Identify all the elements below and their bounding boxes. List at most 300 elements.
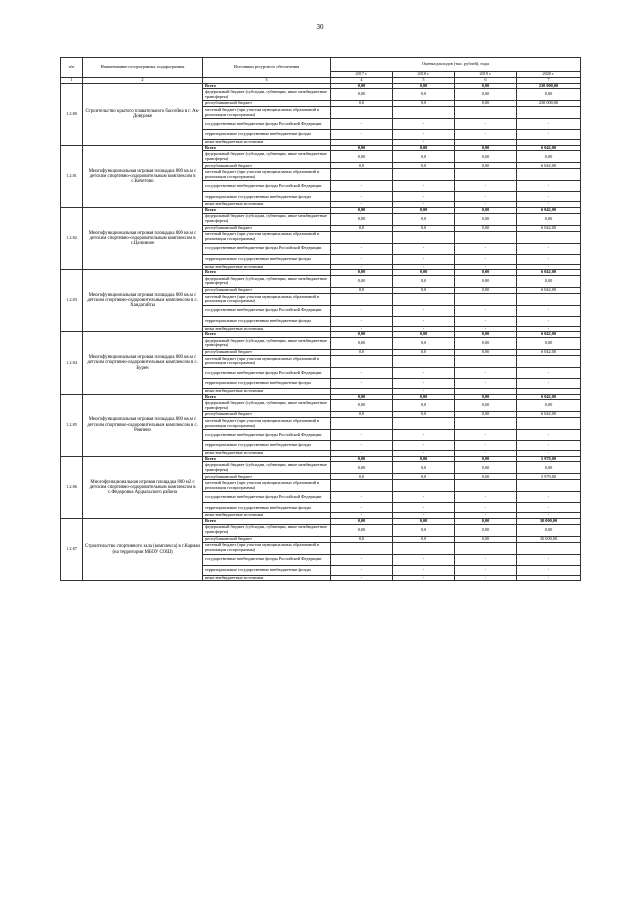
value-cell: - xyxy=(517,130,581,140)
value-cell: - xyxy=(455,565,517,575)
source-label: территориальные государственные внебюджетные фонды xyxy=(203,503,331,513)
source-label: республиканский бюджет xyxy=(203,163,331,169)
value-cell: - xyxy=(393,492,455,503)
source-label: республиканский бюджет xyxy=(203,225,331,231)
value-cell: - xyxy=(331,430,393,441)
source-label: территориальные государственные внебюджетные фонды xyxy=(203,378,331,388)
table-body xyxy=(61,83,581,581)
value-cell: 0,0 xyxy=(393,163,455,169)
value-cell: 0,0 xyxy=(393,287,455,293)
value-cell: 0,00 xyxy=(393,83,455,89)
value-cell: - xyxy=(393,181,455,192)
value-cell: 0,0 xyxy=(331,163,393,169)
value-cell: 0,00 xyxy=(331,400,393,412)
value-cell: - xyxy=(517,119,581,130)
source-label: территориальные государственные внебюджетные фонды xyxy=(203,316,331,326)
value-cell xyxy=(331,293,393,305)
value-cell: 6 042,00 xyxy=(517,207,581,213)
value-cell: 0,0 xyxy=(393,275,455,287)
value-cell: 5 979,00 xyxy=(517,456,581,462)
value-cell: - xyxy=(393,388,455,394)
source-label: местный бюджет (при участии муниципальных образований в реализации госпрограммы) xyxy=(203,355,331,367)
item-name: Многофункциональная игровая площадка 800 кв.м с детским спортивно-оздоровительным комплексом в с. Бурен xyxy=(83,332,203,394)
value-cell: 0,00 xyxy=(331,524,393,536)
value-cell: 0,0 xyxy=(331,225,393,231)
value-cell: 0,0 xyxy=(393,400,455,412)
value-cell: - xyxy=(331,264,393,270)
value-cell: - xyxy=(331,254,393,264)
value-cell: - xyxy=(331,492,393,503)
source-label: федеральный бюджет (субсидии, субвенции, иные межбюджетные трансферты) xyxy=(203,524,331,536)
item-name: Многофункциональная игровая площадка 800 кв.м с детским спортивно-оздоровительным комплексом в с. Ровнено xyxy=(83,394,203,456)
value-cell: 0,00 xyxy=(517,400,581,412)
value-cell xyxy=(393,169,455,181)
value-cell: 0,00 xyxy=(517,213,581,225)
value-cell: 0,00 xyxy=(455,225,517,231)
value-cell: 0,0 xyxy=(393,101,455,107)
value-cell: 0,00 xyxy=(455,536,517,542)
value-cell: - xyxy=(393,513,455,519)
value-cell: - xyxy=(393,378,455,388)
value-cell: 0,00 xyxy=(455,83,517,89)
item-name: Многофункциональная игровая площадка 800 кв.м с детским спортивно-оздоровительным комплексом в с. Хандагайты xyxy=(83,270,203,332)
value-cell xyxy=(331,169,393,181)
value-cell: - xyxy=(331,119,393,130)
value-cell: 0,0 xyxy=(331,349,393,355)
index-cell: 3 xyxy=(203,78,331,84)
value-cell: - xyxy=(455,305,517,316)
value-cell: 0,00 xyxy=(455,474,517,480)
value-cell: - xyxy=(517,367,581,378)
value-cell: - xyxy=(393,192,455,202)
value-cell: 0,0 xyxy=(393,536,455,542)
header-year: 2019 г. xyxy=(455,72,517,78)
value-cell: 0,0 xyxy=(393,524,455,536)
source-label: иные внебюджетные источники xyxy=(203,451,331,457)
index-cell: 6 xyxy=(455,78,517,84)
value-cell: 230 000,00 xyxy=(517,83,581,89)
value-cell: - xyxy=(517,326,581,332)
value-cell: - xyxy=(331,441,393,451)
value-cell: - xyxy=(455,430,517,441)
value-cell: - xyxy=(393,305,455,316)
value-cell: 0,00 xyxy=(393,394,455,400)
source-label: местный бюджет (при участии муниципальных образований в реализации госпрограммы) xyxy=(203,293,331,305)
value-cell xyxy=(331,355,393,367)
value-cell: 0,00 xyxy=(517,275,581,287)
value-cell xyxy=(331,542,393,554)
value-cell: 0,00 xyxy=(455,462,517,474)
value-cell: - xyxy=(331,378,393,388)
value-cell: - xyxy=(455,264,517,270)
index-cell: 7 xyxy=(517,78,581,84)
value-cell: - xyxy=(393,367,455,378)
source-label: федеральный бюджет (субсидии, субвенции, иные межбюджетные трансферты) xyxy=(203,275,331,287)
value-cell: 5 979,00 xyxy=(517,474,581,480)
value-cell: 0,0 xyxy=(393,151,455,163)
value-cell xyxy=(517,480,581,492)
source-label: федеральный бюджет (субсидии, субвенции, иные межбюджетные трансферты) xyxy=(203,89,331,101)
source-label: государственные внебюджетные фонды Российской Федерации xyxy=(203,554,331,565)
value-cell: 0,00 xyxy=(331,332,393,338)
source-label: республиканский бюджет xyxy=(203,287,331,293)
value-cell: - xyxy=(331,367,393,378)
value-cell: 0,00 xyxy=(393,332,455,338)
value-cell: - xyxy=(517,492,581,503)
source-label: федеральный бюджет (субсидии, субвенции, иные межбюджетные трансферты) xyxy=(203,337,331,349)
value-cell: - xyxy=(393,316,455,326)
value-cell: - xyxy=(331,316,393,326)
source-label: местный бюджет (при участии муниципальных образований в реализации госпрограммы) xyxy=(203,231,331,243)
value-cell: - xyxy=(393,575,455,581)
value-cell: - xyxy=(455,367,517,378)
item-name: Строительство спортивного зала (комплекса) в г.Карман (на территории МБОУ СОШ) xyxy=(83,518,203,580)
value-cell: - xyxy=(331,513,393,519)
value-cell: - xyxy=(393,554,455,565)
value-cell: 0,00 xyxy=(517,89,581,101)
value-cell: 0,00 xyxy=(517,524,581,536)
value-cell: 0,0 xyxy=(393,474,455,480)
source-label: федеральный бюджет (субсидии, субвенции, иные межбюджетные трансферты) xyxy=(203,151,331,163)
source-label: государственные внебюджетные фонды Российской Федерации xyxy=(203,119,331,130)
value-cell xyxy=(517,107,581,119)
source-label: иные внебюджетные источники xyxy=(203,264,331,270)
source-label: Всего xyxy=(203,394,331,400)
value-cell: - xyxy=(455,503,517,513)
value-cell: 6 042,00 xyxy=(517,225,581,231)
source-label: местный бюджет (при участии муниципальных образований в реализации госпрограммы) xyxy=(203,418,331,430)
value-cell xyxy=(393,542,455,554)
value-cell: - xyxy=(455,441,517,451)
value-cell xyxy=(393,480,455,492)
value-cell: - xyxy=(455,130,517,140)
source-label: республиканский бюджет xyxy=(203,474,331,480)
value-cell: 6 042,00 xyxy=(517,332,581,338)
budget-table xyxy=(60,57,581,581)
value-cell xyxy=(455,169,517,181)
source-label: местный бюджет (при участии муниципальных образований в реализации госпрограммы) xyxy=(203,169,331,181)
value-cell: 0,0 xyxy=(331,287,393,293)
value-cell: - xyxy=(455,378,517,388)
value-cell: 0,00 xyxy=(331,337,393,349)
value-cell: 6 042,00 xyxy=(517,412,581,418)
source-label: государственные внебюджетные фонды Российской Федерации xyxy=(203,243,331,254)
index-cell: 4 xyxy=(331,78,393,84)
value-cell: 30 000,00 xyxy=(517,536,581,542)
value-cell: 0,0 xyxy=(393,462,455,474)
value-cell: - xyxy=(517,575,581,581)
header-year: 2017 г. xyxy=(331,72,393,78)
source-label: федеральный бюджет (субсидии, субвенции, иные межбюджетные трансферты) xyxy=(203,462,331,474)
value-cell xyxy=(331,480,393,492)
value-cell: 0,0 xyxy=(393,412,455,418)
value-cell xyxy=(517,293,581,305)
value-cell: 0,00 xyxy=(331,394,393,400)
value-cell: - xyxy=(517,513,581,519)
header-year: 2020 г. xyxy=(517,72,581,78)
value-cell: 6 042,00 xyxy=(517,349,581,355)
index-cell: 5 xyxy=(393,78,455,84)
value-cell: 0,00 xyxy=(331,270,393,276)
value-cell: - xyxy=(331,243,393,254)
header-source: Источники ресурсного обеспечения xyxy=(203,58,331,78)
value-cell: 0,00 xyxy=(517,151,581,163)
value-cell: 0,00 xyxy=(455,213,517,225)
value-cell: 0,00 xyxy=(455,337,517,349)
value-cell: 230 000,00 xyxy=(517,101,581,107)
header-year: 2018 г. xyxy=(393,72,455,78)
value-cell xyxy=(393,293,455,305)
value-cell: - xyxy=(393,130,455,140)
value-cell: - xyxy=(517,192,581,202)
source-label: Всего xyxy=(203,456,331,462)
value-cell: - xyxy=(455,451,517,457)
value-cell: 0,00 xyxy=(393,207,455,213)
value-cell: - xyxy=(393,264,455,270)
value-cell: 0,0 xyxy=(393,337,455,349)
value-cell: 0,00 xyxy=(455,524,517,536)
value-cell xyxy=(517,169,581,181)
header-name: Наименование госпрограммы, подпрограммы xyxy=(83,58,203,78)
item-number: 1.2.84 xyxy=(61,332,83,394)
value-cell: - xyxy=(331,565,393,575)
source-label: Всего xyxy=(203,270,331,276)
value-cell: - xyxy=(455,575,517,581)
value-cell: - xyxy=(517,441,581,451)
value-cell: - xyxy=(331,181,393,192)
item-number: 1.2.81 xyxy=(61,145,83,207)
value-cell xyxy=(331,231,393,243)
value-cell: 0,00 xyxy=(455,518,517,524)
value-cell: 0,0 xyxy=(393,225,455,231)
value-cell: 0,00 xyxy=(331,89,393,101)
value-cell: - xyxy=(517,181,581,192)
header-estimate: Оценка расходов (тыс. рублей), годы xyxy=(331,58,581,72)
value-cell xyxy=(393,418,455,430)
value-cell: - xyxy=(455,243,517,254)
item-number: 1.2.86 xyxy=(61,456,83,518)
source-label: Всего xyxy=(203,207,331,213)
source-label: иные внебюджетные источники xyxy=(203,326,331,332)
value-cell xyxy=(517,542,581,554)
value-cell: 0,00 xyxy=(393,145,455,151)
value-cell: 0,00 xyxy=(331,213,393,225)
source-label: государственные внебюджетные фонды Российской Федерации xyxy=(203,367,331,378)
item-number: 1.2.87 xyxy=(61,518,83,580)
value-cell: - xyxy=(517,430,581,441)
source-label: территориальные государственные внебюджетные фонды xyxy=(203,130,331,140)
value-cell: - xyxy=(455,513,517,519)
value-cell: - xyxy=(517,243,581,254)
value-cell: - xyxy=(455,554,517,565)
value-cell: - xyxy=(517,316,581,326)
value-cell xyxy=(455,293,517,305)
value-cell: 6 042,00 xyxy=(517,394,581,400)
value-cell: - xyxy=(517,254,581,264)
value-cell: 0,00 xyxy=(455,349,517,355)
item-number: 1.2.85 xyxy=(61,394,83,456)
value-cell: - xyxy=(331,451,393,457)
value-cell: 0,0 xyxy=(331,474,393,480)
source-label: иные внебюджетные источники xyxy=(203,575,331,581)
value-cell: - xyxy=(455,202,517,208)
value-cell: - xyxy=(331,503,393,513)
value-cell: 0,00 xyxy=(455,270,517,276)
value-cell: 30 000,00 xyxy=(517,518,581,524)
value-cell: 0,00 xyxy=(331,145,393,151)
value-cell: - xyxy=(517,264,581,270)
source-label: федеральный бюджет (субсидии, субвенции, иные межбюджетные трансферты) xyxy=(203,213,331,225)
item-name: Многофункциональная игровая площадка 800 кв.м с детским спортивно-оздоровительным комплексом в с.Кочетово xyxy=(83,145,203,207)
source-label: государственные внебюджетные фонды Российской Федерации xyxy=(203,305,331,316)
source-label: федеральный бюджет (субсидии, субвенции, иные межбюджетные трансферты) xyxy=(203,400,331,412)
value-cell: 0,00 xyxy=(331,83,393,89)
value-cell: - xyxy=(393,119,455,130)
value-cell xyxy=(517,355,581,367)
value-cell: - xyxy=(455,254,517,264)
value-cell: 0,00 xyxy=(455,400,517,412)
source-label: иные внебюджетные источники xyxy=(203,388,331,394)
source-label: государственные внебюджетные фонды Российской Федерации xyxy=(203,492,331,503)
value-cell: - xyxy=(455,181,517,192)
value-cell: 6 042,00 xyxy=(517,163,581,169)
source-label: Всего xyxy=(203,518,331,524)
value-cell xyxy=(455,231,517,243)
value-cell: 0,0 xyxy=(331,412,393,418)
value-cell: 0,00 xyxy=(393,518,455,524)
source-label: Всего xyxy=(203,145,331,151)
value-cell: 6 042,00 xyxy=(517,145,581,151)
value-cell: - xyxy=(393,430,455,441)
value-cell: 0,00 xyxy=(331,518,393,524)
value-cell: - xyxy=(517,554,581,565)
value-cell: 0,0 xyxy=(331,101,393,107)
item-number: 1.2.83 xyxy=(61,270,83,332)
source-label: Всего xyxy=(203,332,331,338)
value-cell: - xyxy=(331,192,393,202)
value-cell: - xyxy=(517,565,581,575)
value-cell: 0,00 xyxy=(455,456,517,462)
value-cell: - xyxy=(517,503,581,513)
value-cell: 0,00 xyxy=(393,270,455,276)
index-cell: 2 xyxy=(83,78,203,84)
value-cell: 0,0 xyxy=(331,536,393,542)
source-label: республиканский бюджет xyxy=(203,101,331,107)
value-cell: 0,0 xyxy=(393,213,455,225)
value-cell: - xyxy=(455,316,517,326)
value-cell: - xyxy=(455,492,517,503)
value-cell: 0,00 xyxy=(455,332,517,338)
value-cell: 0,00 xyxy=(455,163,517,169)
value-cell: 0,00 xyxy=(455,145,517,151)
value-cell xyxy=(331,107,393,119)
value-cell: - xyxy=(393,441,455,451)
value-cell: 0,00 xyxy=(331,207,393,213)
item-name: Строительство крытого плавательного бассейна в г. Ак-Довураке xyxy=(83,83,203,145)
value-cell xyxy=(517,231,581,243)
source-label: территориальные государственные внебюджетные фонды xyxy=(203,441,331,451)
source-label: иные внебюджетные источники xyxy=(203,513,331,519)
value-cell: 0,00 xyxy=(393,456,455,462)
item-number: 1.2.80 xyxy=(61,83,83,145)
value-cell: - xyxy=(331,554,393,565)
source-label: территориальные государственные внебюджетные фонды xyxy=(203,254,331,264)
source-label: местный бюджет (при участии муниципальных образований в реализации госпрограммы) xyxy=(203,107,331,119)
value-cell: - xyxy=(517,378,581,388)
value-cell: 0,00 xyxy=(455,394,517,400)
value-cell: - xyxy=(331,130,393,140)
source-label: территориальные государственные внебюджетные фонды xyxy=(203,565,331,575)
value-cell: 0,00 xyxy=(331,462,393,474)
page-number: 30 xyxy=(316,23,324,31)
value-cell: - xyxy=(393,565,455,575)
value-cell: 0,00 xyxy=(455,207,517,213)
source-label: местный бюджет (при участии муниципальных образований в реализации госпрограммы) xyxy=(203,480,331,492)
source-label: иные внебюджетные источники xyxy=(203,202,331,208)
value-cell xyxy=(393,355,455,367)
value-cell: - xyxy=(393,503,455,513)
value-cell: - xyxy=(455,119,517,130)
value-cell: - xyxy=(393,140,455,146)
value-cell: 0,00 xyxy=(331,151,393,163)
item-name: Многофункциональная игровая площадка 800 кв.м с детским спортивно-оздоровительным комплексом в с.Целинное xyxy=(83,207,203,269)
value-cell: - xyxy=(517,305,581,316)
source-label: Всего xyxy=(203,83,331,89)
source-label: республиканский бюджет xyxy=(203,536,331,542)
item-name: Многофункциональная игровая площадка 800 м2 с детским спортивно-оздоровительным комплексом в с.Федоровка Ардыльского района xyxy=(83,456,203,518)
source-label: иные внебюджетные источники xyxy=(203,140,331,146)
value-cell xyxy=(393,107,455,119)
value-cell: 0,0 xyxy=(393,349,455,355)
value-cell: 0,00 xyxy=(331,456,393,462)
value-cell: 0,00 xyxy=(455,89,517,101)
value-cell: 0,00 xyxy=(455,287,517,293)
value-cell: 6 042,00 xyxy=(517,270,581,276)
value-cell xyxy=(455,355,517,367)
value-cell: - xyxy=(331,305,393,316)
value-cell: - xyxy=(517,202,581,208)
value-cell: - xyxy=(331,575,393,581)
value-cell xyxy=(517,418,581,430)
value-cell: - xyxy=(393,202,455,208)
value-cell: 0,00 xyxy=(517,462,581,474)
value-cell: - xyxy=(393,326,455,332)
value-cell: 0,00 xyxy=(331,275,393,287)
index-cell: 1 xyxy=(61,78,83,84)
value-cell xyxy=(455,418,517,430)
header-num: п/п xyxy=(61,58,83,78)
value-cell: - xyxy=(393,451,455,457)
source-label: территориальные государственные внебюджетные фонды xyxy=(203,192,331,202)
value-cell: 0,00 xyxy=(455,151,517,163)
value-cell xyxy=(455,542,517,554)
value-cell: - xyxy=(393,243,455,254)
value-cell: - xyxy=(517,451,581,457)
value-cell xyxy=(393,231,455,243)
source-label: республиканский бюджет xyxy=(203,349,331,355)
value-cell: 0,00 xyxy=(455,101,517,107)
value-cell: - xyxy=(393,254,455,264)
value-cell: - xyxy=(331,326,393,332)
source-label: республиканский бюджет xyxy=(203,412,331,418)
value-cell: 6 042,00 xyxy=(517,287,581,293)
value-cell: - xyxy=(455,326,517,332)
source-label: местный бюджет (при участии муниципальных образований в реализации госпрограммы) xyxy=(203,542,331,554)
value-cell: 0,0 xyxy=(393,89,455,101)
source-label: государственные внебюджетные фонды Российской Федерации xyxy=(203,430,331,441)
value-cell: 0,00 xyxy=(455,275,517,287)
value-cell: 0,00 xyxy=(517,337,581,349)
